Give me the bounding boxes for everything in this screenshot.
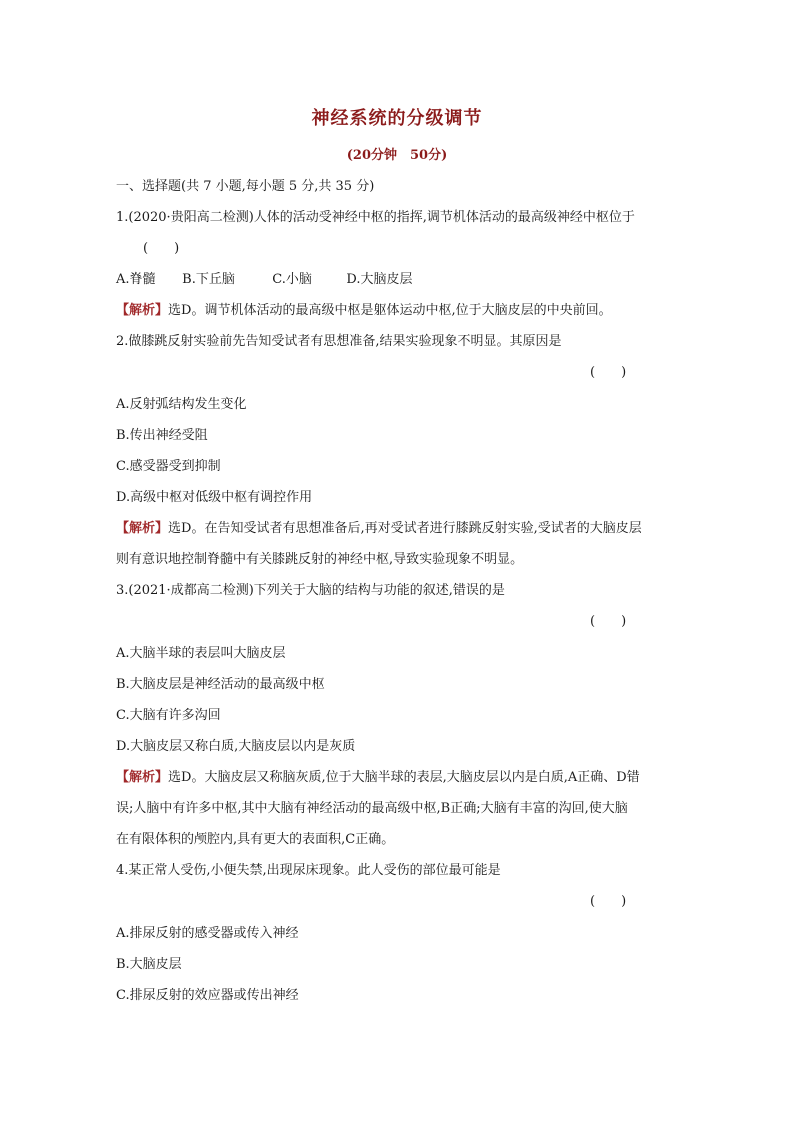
option-a: A.脊髓: [116, 272, 156, 287]
question-1-stem: 1.(2020·贵阳高二检测)人体的活动受神经中枢的指挥,调节机体活动的最高级神经中枢位于: [116, 210, 635, 225]
question-2-analysis: [116, 520, 642, 538]
question-4-answer-paren: ( ): [590, 894, 627, 909]
page-title: 神经系统的分级调节: [311, 108, 483, 129]
question-3-analysis: [116, 769, 640, 787]
analysis-text: 选D。调节机体活动的最高级中枢是躯体运动中枢,位于大脑皮层的中央前回。: [168, 303, 612, 318]
analysis-tag: 【解析】: [116, 770, 169, 785]
option-b: B.下丘脑: [182, 272, 235, 287]
question-1-options: [116, 271, 413, 289]
question-3-option-d: D.大脑皮层又称白质,大脑皮层以内是灰质: [116, 739, 356, 754]
question-3-analysis-cont-1: 误;人脑中有许多中枢,其中大脑有神经活动的最高级中枢,B正确;大脑有丰富的沟回,使大脑: [116, 801, 628, 816]
question-4-option-b: B.大脑皮层: [116, 957, 182, 972]
question-2-option-c: C.感受器受到抑制: [116, 459, 221, 474]
section-header: 一、选择题(共 7 小题,每小题 5 分,共 35 分): [116, 179, 375, 194]
question-4-option-c: C.排尿反射的效应器或传出神经: [116, 988, 299, 1003]
question-3-stem: 3.(2021·成都高二检测)下列关于大脑的结构与功能的叙述,错误的是: [116, 583, 505, 598]
question-3-option-b: B.大脑皮层是神经活动的最高级中枢: [116, 677, 325, 692]
question-3-option-a: A.大脑半球的表层叫大脑皮层: [116, 646, 286, 661]
question-4-stem: 4.某正常人受伤,小便失禁,出现尿床现象。此人受伤的部位最可能是: [116, 863, 501, 878]
question-1-analysis: [116, 302, 612, 320]
question-1-answer-paren: ( ): [143, 241, 180, 256]
question-2-option-a: A.反射弧结构发生变化: [116, 397, 247, 412]
option-d: D.大脑皮层: [346, 272, 413, 287]
question-4-option-a: A.排尿反射的感受器或传入神经: [116, 926, 299, 941]
question-2-stem: 2.做膝跳反射实验前先告知受试者有思想准备,结果实验现象不明显。其原因是: [116, 334, 562, 349]
analysis-tag: 【解析】: [116, 303, 169, 318]
analysis-text: 选D。在告知受试者有思想准备后,再对受试者进行膝跳反射实验,受试者的大脑皮层: [168, 521, 642, 536]
question-2-answer-paren: ( ): [590, 365, 627, 380]
option-c: C.小脑: [272, 272, 312, 287]
question-2-option-b: B.传出神经受阻: [116, 428, 208, 443]
question-3-analysis-cont-2: 在有限体积的颅腔内,具有更大的表面积,C正确。: [116, 832, 395, 847]
question-3-answer-paren: ( ): [590, 614, 627, 629]
question-2-option-d: D.高级中枢对低级中枢有调控作用: [116, 490, 313, 505]
question-2-analysis-cont: 则有意识地控制脊髓中有关膝跳反射的神经中枢,导致实验现象不明显。: [116, 552, 524, 567]
analysis-text: 选D。大脑皮层又称脑灰质,位于大脑半球的表层,大脑皮层以内是白质,A正确、D错: [168, 770, 640, 785]
analysis-tag: 【解析】: [116, 521, 169, 536]
question-3-option-c: C.大脑有许多沟回: [116, 708, 221, 723]
page-subtitle: (20分钟 50分): [346, 148, 448, 163]
